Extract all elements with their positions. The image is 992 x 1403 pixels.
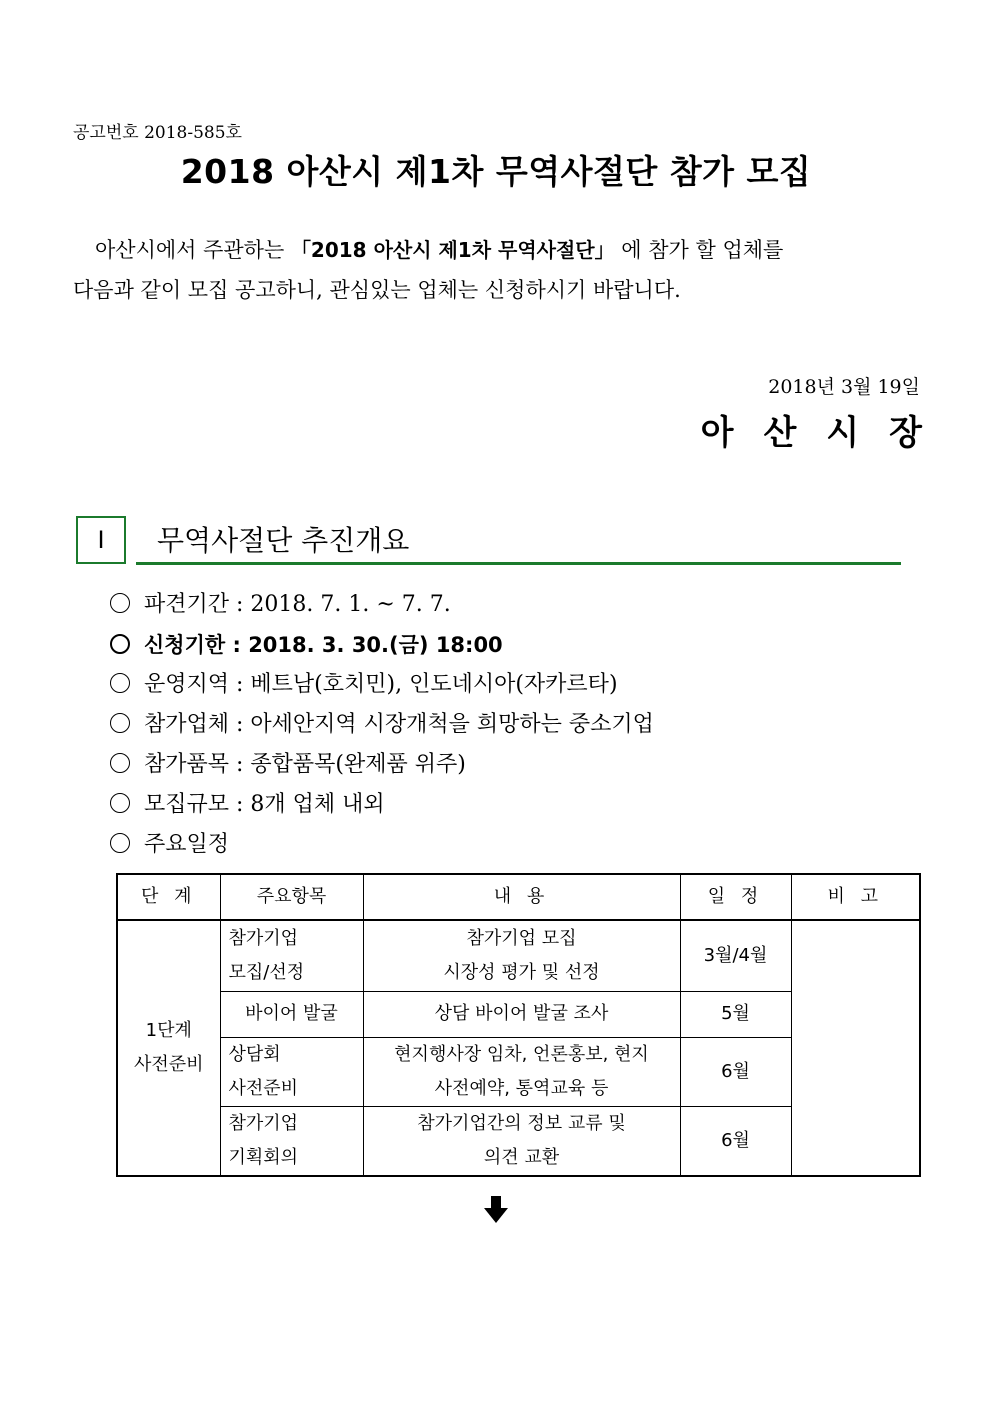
item-label: 파견기간 — [144, 592, 230, 617]
circle-bullet-icon — [110, 673, 130, 693]
item-line2: 사전준비 — [228, 1077, 299, 1099]
schedule-cell: 5월 — [680, 991, 791, 1037]
section-title: 무역사절단 추진개요 — [157, 524, 410, 557]
stage-cell — [117, 920, 220, 1176]
item-line2: 모집/선정 — [228, 961, 305, 983]
notice-number: 공고번호 2018-585호 — [73, 123, 242, 143]
list-item: 모집규모 : 8개 업체 내외 — [108, 785, 654, 825]
announcement-date: 2018년 3월 19일 — [768, 376, 920, 398]
item-line2: 기획회의 — [228, 1146, 299, 1168]
header-stage: 단 계 — [117, 874, 220, 920]
item-value: 2018. 3. 30.(금) 18:00 — [248, 633, 503, 657]
circle-bullet-icon — [110, 793, 130, 813]
circle-bullet-icon — [110, 753, 130, 773]
item-label: 참가업체 — [144, 712, 230, 737]
section-underline — [136, 562, 901, 565]
item-value: 2018. 7. 1. ~ 7. 7. — [250, 592, 451, 617]
item-label: 신청기한 — [144, 633, 226, 657]
list-item: 참가업체 : 아세안지역 시장개척을 희망하는 중소기업 — [108, 705, 654, 745]
circle-bullet-icon — [110, 713, 130, 733]
item-label: 참가품목 — [144, 752, 230, 777]
intro-paragraph — [73, 230, 903, 310]
circle-bullet-icon — [110, 593, 130, 613]
item-value: 8개 업체 내외 — [250, 792, 385, 817]
content-cell — [363, 1106, 680, 1176]
header-item: 주요항목 — [220, 874, 363, 920]
stage-line1: 1단계 — [145, 1019, 192, 1041]
list-item: 신청기한 : 2018. 3. 30.(금) 18:00 — [108, 625, 654, 665]
table-header-row — [117, 874, 920, 920]
note-cell — [791, 920, 920, 1176]
header-note: 비 고 — [791, 874, 920, 920]
item-label: 운영지역 — [144, 672, 230, 697]
item-cell — [220, 1106, 363, 1176]
schedule-table — [116, 873, 921, 1177]
schedule-cell: 3월/4월 — [680, 920, 791, 991]
schedule-cell: 6월 — [680, 1106, 791, 1176]
schedule-cell: 6월 — [680, 1037, 791, 1106]
intro-line2: 다음과 같이 모집 공고하니, 관심있는 업체는 신청하시기 바랍니다. — [73, 278, 681, 302]
list-item: 운영지역 : 베트남(호치민), 인도네시아(자카르타) — [108, 665, 654, 705]
content-cell — [363, 920, 680, 991]
item-line1: 상담회 — [228, 1043, 281, 1065]
table-row — [117, 920, 920, 991]
content-cell — [363, 1037, 680, 1106]
intro-highlight: 「2018 아산시 제1차 무역사절단」 — [290, 238, 615, 262]
item-label: 주요일정 — [144, 832, 230, 857]
content-line1: 현지행사장 임차, 언론홍보, 현지 — [394, 1043, 649, 1065]
item-value: 베트남(호치민), 인도네시아(자카르타) — [250, 672, 618, 697]
item-line1: 참가기업 — [228, 1112, 299, 1134]
circle-bullet-icon — [110, 833, 130, 853]
circle-bullet-icon — [110, 634, 130, 654]
item-cell — [220, 920, 363, 991]
intro-part2: 에 참가 할 업체를 — [621, 238, 784, 262]
item-cell: 바이어 발굴 — [220, 991, 363, 1037]
document-title: 2018 아산시 제1차 무역사절단 참가 모집 — [180, 152, 812, 191]
item-value: 아세안지역 시장개척을 희망하는 중소기업 — [250, 712, 654, 737]
item-label: 모집규모 — [144, 792, 230, 817]
overview-list — [108, 585, 654, 865]
section-number: Ⅰ — [76, 516, 126, 564]
item-value: 종합품목(완제품 위주) — [250, 752, 466, 777]
content-line1: 참가기업간의 정보 교류 및 — [417, 1112, 626, 1134]
content-cell: 상담 바이어 발굴 조사 — [363, 991, 680, 1037]
content-line2: 시장성 평가 및 선정 — [443, 961, 600, 983]
intro-part1: 아산시에서 주관하는 — [95, 238, 291, 262]
down-arrow-icon — [482, 1195, 510, 1225]
item-line1: 참가기업 — [228, 927, 299, 949]
list-item: 파견기간 : 2018. 7. 1. ~ 7. 7. — [108, 585, 654, 625]
content-line2: 의견 교환 — [483, 1146, 560, 1168]
header-content: 내 용 — [363, 874, 680, 920]
content-line1: 참가기업 모집 — [466, 927, 577, 949]
content-line2: 사전예약, 통역교육 등 — [434, 1077, 609, 1099]
list-item — [108, 825, 654, 865]
header-schedule: 일 정 — [680, 874, 791, 920]
item-cell — [220, 1037, 363, 1106]
list-item: 참가품목 : 종합품목(완제품 위주) — [108, 745, 654, 785]
stage-line2: 사전준비 — [133, 1053, 204, 1075]
issuer-signature: 아산시장 — [700, 413, 952, 453]
